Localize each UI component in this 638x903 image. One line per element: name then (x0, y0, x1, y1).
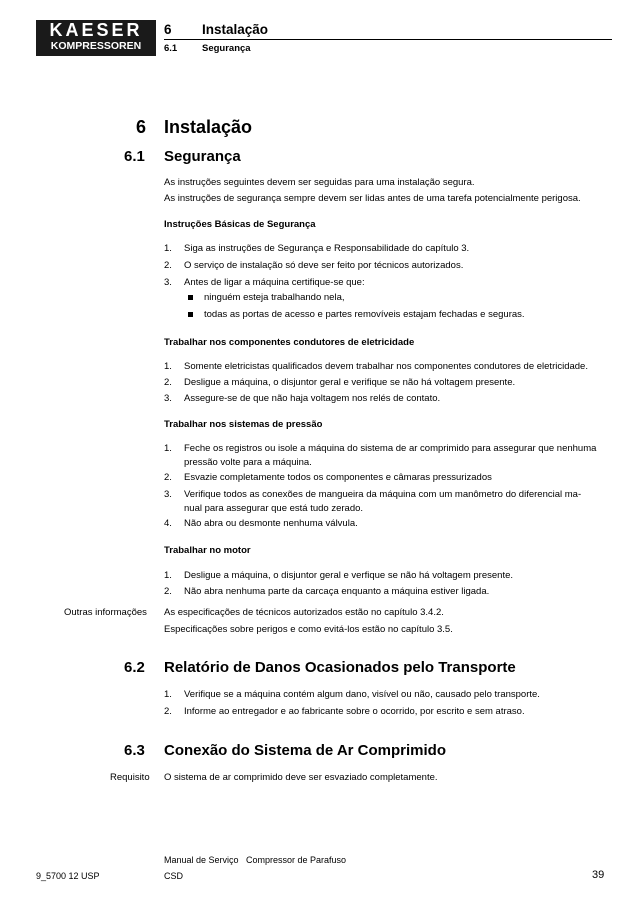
list-number: 1. (164, 570, 172, 581)
header-section-title: Segurança (202, 43, 251, 54)
list-number: 2. (164, 377, 172, 388)
list-item: Feche os registros ou isole a máquina do sistema de ar comprimido para assegurar que nenhuma (184, 443, 597, 454)
requirement-text: O sistema de ar comprimido deve ser esvaziado completamente. (164, 772, 438, 783)
list-item: Desligue a máquina, o disjuntor geral e verifique se não há voltagem presente. (184, 377, 516, 388)
header-rule (164, 39, 612, 40)
list-item: O serviço de instalação só deve ser feito por técnicos autorizados. (184, 260, 464, 271)
chapter-title: Instalação (164, 117, 253, 137)
list-number: 1. (164, 443, 172, 454)
more-info-label: Outras informações (64, 607, 147, 618)
bullet-item: todas as portas de acesso e partes removíveis estajam fechadas e seguras. (204, 309, 525, 320)
list-item: Verifique se a máquina contém algum dano, visível ou não, causado pelo transporte. (184, 689, 540, 700)
list-item: Somente eletricistas qualificados devem trabalhar nos componentes condutores de eletricidade. (184, 361, 588, 372)
section-6-2-title: Relatório de Danos Ocasionados pelo Transporte (164, 659, 516, 676)
list-item: Siga as instruções de Segurança e Responsabilidade do capítulo 3. (184, 243, 470, 254)
bullet-icon (188, 312, 193, 317)
list-number: 1. (164, 361, 172, 372)
pressure-heading: Trabalhar nos sistemas de pressão (164, 419, 323, 430)
electric-heading: Trabalhar nos componentes condutores de eletricidade (164, 337, 415, 348)
list-number: 2. (164, 260, 172, 271)
list-item: Não abra nenhuma parte da carcaça enquanto a máquina estiver ligada. (184, 586, 490, 597)
section-6-2-number: 6.2 (124, 659, 145, 676)
intro-line: As instruções seguintes devem ser seguidas para uma instalação segura. (164, 177, 475, 188)
intro-line: As instruções de segurança sempre devem ser lidas antes de uma tarefa potencialmente perigosa. (164, 193, 581, 204)
section-6-1-title: Segurança (164, 148, 241, 165)
list-number: 3. (164, 393, 172, 404)
bullet-item: ninguém esteja trabalhando nela, (204, 292, 345, 303)
list-number: 2. (164, 706, 172, 717)
header-section-number: 6.1 (164, 43, 178, 54)
list-number: 3. (164, 277, 172, 288)
list-number: 1. (164, 243, 172, 254)
list-number: 1. (164, 689, 172, 700)
list-item-continuation: pressão volte para a máquina. (184, 457, 312, 468)
list-number: 3. (164, 489, 172, 500)
list-item: Verifique todos as conexões de mangueira da máquina com um manômetro do diferencial ma- (184, 489, 582, 500)
section-6-3-title: Conexão do Sistema de Ar Comprimido (164, 742, 446, 759)
list-item: Antes de ligar a máquina certifique-se que: (184, 277, 365, 288)
header-chapter-number: 6 (164, 22, 172, 37)
list-number: 2. (164, 586, 172, 597)
list-number: 4. (164, 518, 172, 529)
basic-safety-heading: Instruções Básicas de Segurança (164, 219, 316, 230)
footer-manual: Manual de Serviço (164, 855, 239, 865)
list-item: Informe ao entregador e ao fabricante sobre o ocorrido, por escrito e sem atraso. (184, 706, 525, 717)
requirement-label: Requisito (110, 772, 150, 783)
list-item: Assegure-se de que não haja voltagem nos relés de contato. (184, 393, 441, 404)
footer-doc-id: 9_5700 12 USP (36, 871, 100, 881)
section-6-3-number: 6.3 (124, 742, 145, 759)
more-info-line: As especificações de técnicos autorizados estão no capítulo 3.4.2. (164, 607, 444, 618)
list-item: Desligue a máquina, o disjuntor geral e verfique se não há voltagem presente. (184, 570, 514, 581)
motor-heading: Trabalhar no motor (164, 545, 251, 556)
bullet-icon (188, 295, 193, 300)
footer-product: Compressor de Parafuso (246, 855, 347, 865)
logo-top-text: KAESER (49, 20, 143, 40)
more-info-line: Especificações sobre perigos e como evitá-los estão no capítulo 3.5. (164, 624, 453, 635)
list-item: Não abra ou desmonte nenhuma válvula. (184, 518, 358, 529)
footer-model: CSD (164, 871, 184, 881)
list-number: 2. (164, 472, 172, 483)
logo-bottom-text: KOMPRESSOREN (50, 40, 142, 52)
kaeser-logo (36, 20, 156, 56)
list-item: Esvazie completamente todos os componentes e câmaras pressurizados (184, 472, 492, 483)
header-chapter-title: Instalação (202, 22, 269, 37)
list-item-continuation: nual para assegurar que está tudo zerado. (184, 503, 364, 514)
page-number: 39 (592, 869, 605, 881)
chapter-number: 6 (136, 117, 147, 137)
section-6-1-number: 6.1 (124, 148, 145, 165)
